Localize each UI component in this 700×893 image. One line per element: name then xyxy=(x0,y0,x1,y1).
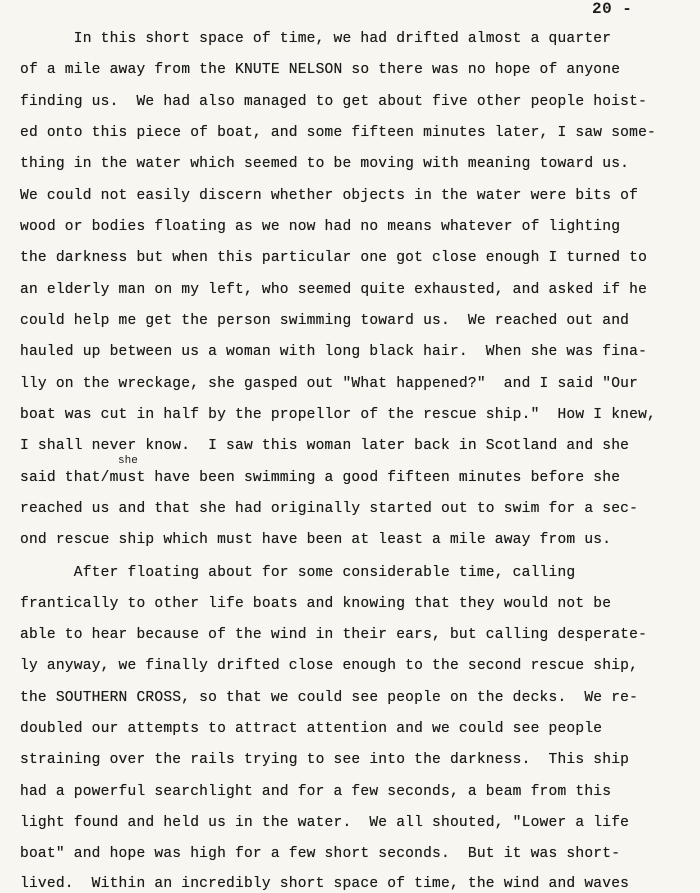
text-line: could help me get the person swimming toward us. We reached out and xyxy=(20,313,630,329)
text-line: reached us and that she had originally started out to swim for a sec- xyxy=(20,501,639,517)
text-line: lly on the wreckage, she gasped out "What happened?" and I said "Our xyxy=(20,376,639,392)
text-line: ond rescue ship which must have been at least a mile away from us. xyxy=(20,532,612,548)
page-number: 20 - xyxy=(592,0,633,18)
text-line: boat was cut in half by the propellor of the rescue ship." How I knew, xyxy=(20,407,656,423)
text-line: able to hear because of the wind in their ears, but calling desperate- xyxy=(20,627,648,643)
text-line: thing in the water which seemed to be moving with meaning toward us. xyxy=(20,156,630,172)
text-line: the SOUTHERN CROSS, so that we could see people on the decks. We re- xyxy=(20,690,639,706)
text-line: an elderly man on my left, who seemed quite exhausted, and asked if he xyxy=(20,282,648,298)
text-line: I shall never know. I saw this woman later back in Scotland and she xyxy=(20,438,630,454)
interlinear-insertion: she xyxy=(118,455,138,467)
text-line: wood or bodies floating as we now had no means whatever of lighting xyxy=(20,219,621,235)
text-line: ed onto this piece of boat, and some fifteen minutes later, I saw some- xyxy=(20,125,656,141)
text-line: light found and held us in the water. We all shouted, "Lower a life xyxy=(20,815,630,831)
text-line: lived. Within an incredibly short space of time, the wind and waves xyxy=(20,876,630,892)
text-line: doubled our attempts to attract attention and we could see people xyxy=(20,721,603,737)
text-line: We could not easily discern whether objects in the water were bits of xyxy=(20,188,639,204)
text-line: frantically to other life boats and knowing that they would not be xyxy=(20,596,612,612)
text-line: In this short space of time, we had drifted almost a quarter xyxy=(20,31,612,47)
text-line: ly anyway, we finally drifted close enough to the second rescue ship, xyxy=(20,658,639,674)
text-line: had a powerful searchlight and for a few seconds, a beam from this xyxy=(20,784,612,800)
text-line: straining over the rails trying to see into the darkness. This ship xyxy=(20,752,630,768)
text-line: of a mile away from the KNUTE NELSON so there was no hope of anyone xyxy=(20,62,621,78)
text-line: boat" and hope was high for a few short seconds. But it was short- xyxy=(20,846,621,862)
text-line: the darkness but when this particular one got close enough I turned to xyxy=(20,250,648,266)
text-line: finding us. We had also managed to get about five other people hoist- xyxy=(20,94,648,110)
text-line: said that/must have been swimming a good fifteen minutes before she xyxy=(20,470,621,486)
text-line: hauled up between us a woman with long black hair. When she was fina- xyxy=(20,344,648,360)
text-line: After floating about for some considerable time, calling xyxy=(20,565,576,581)
